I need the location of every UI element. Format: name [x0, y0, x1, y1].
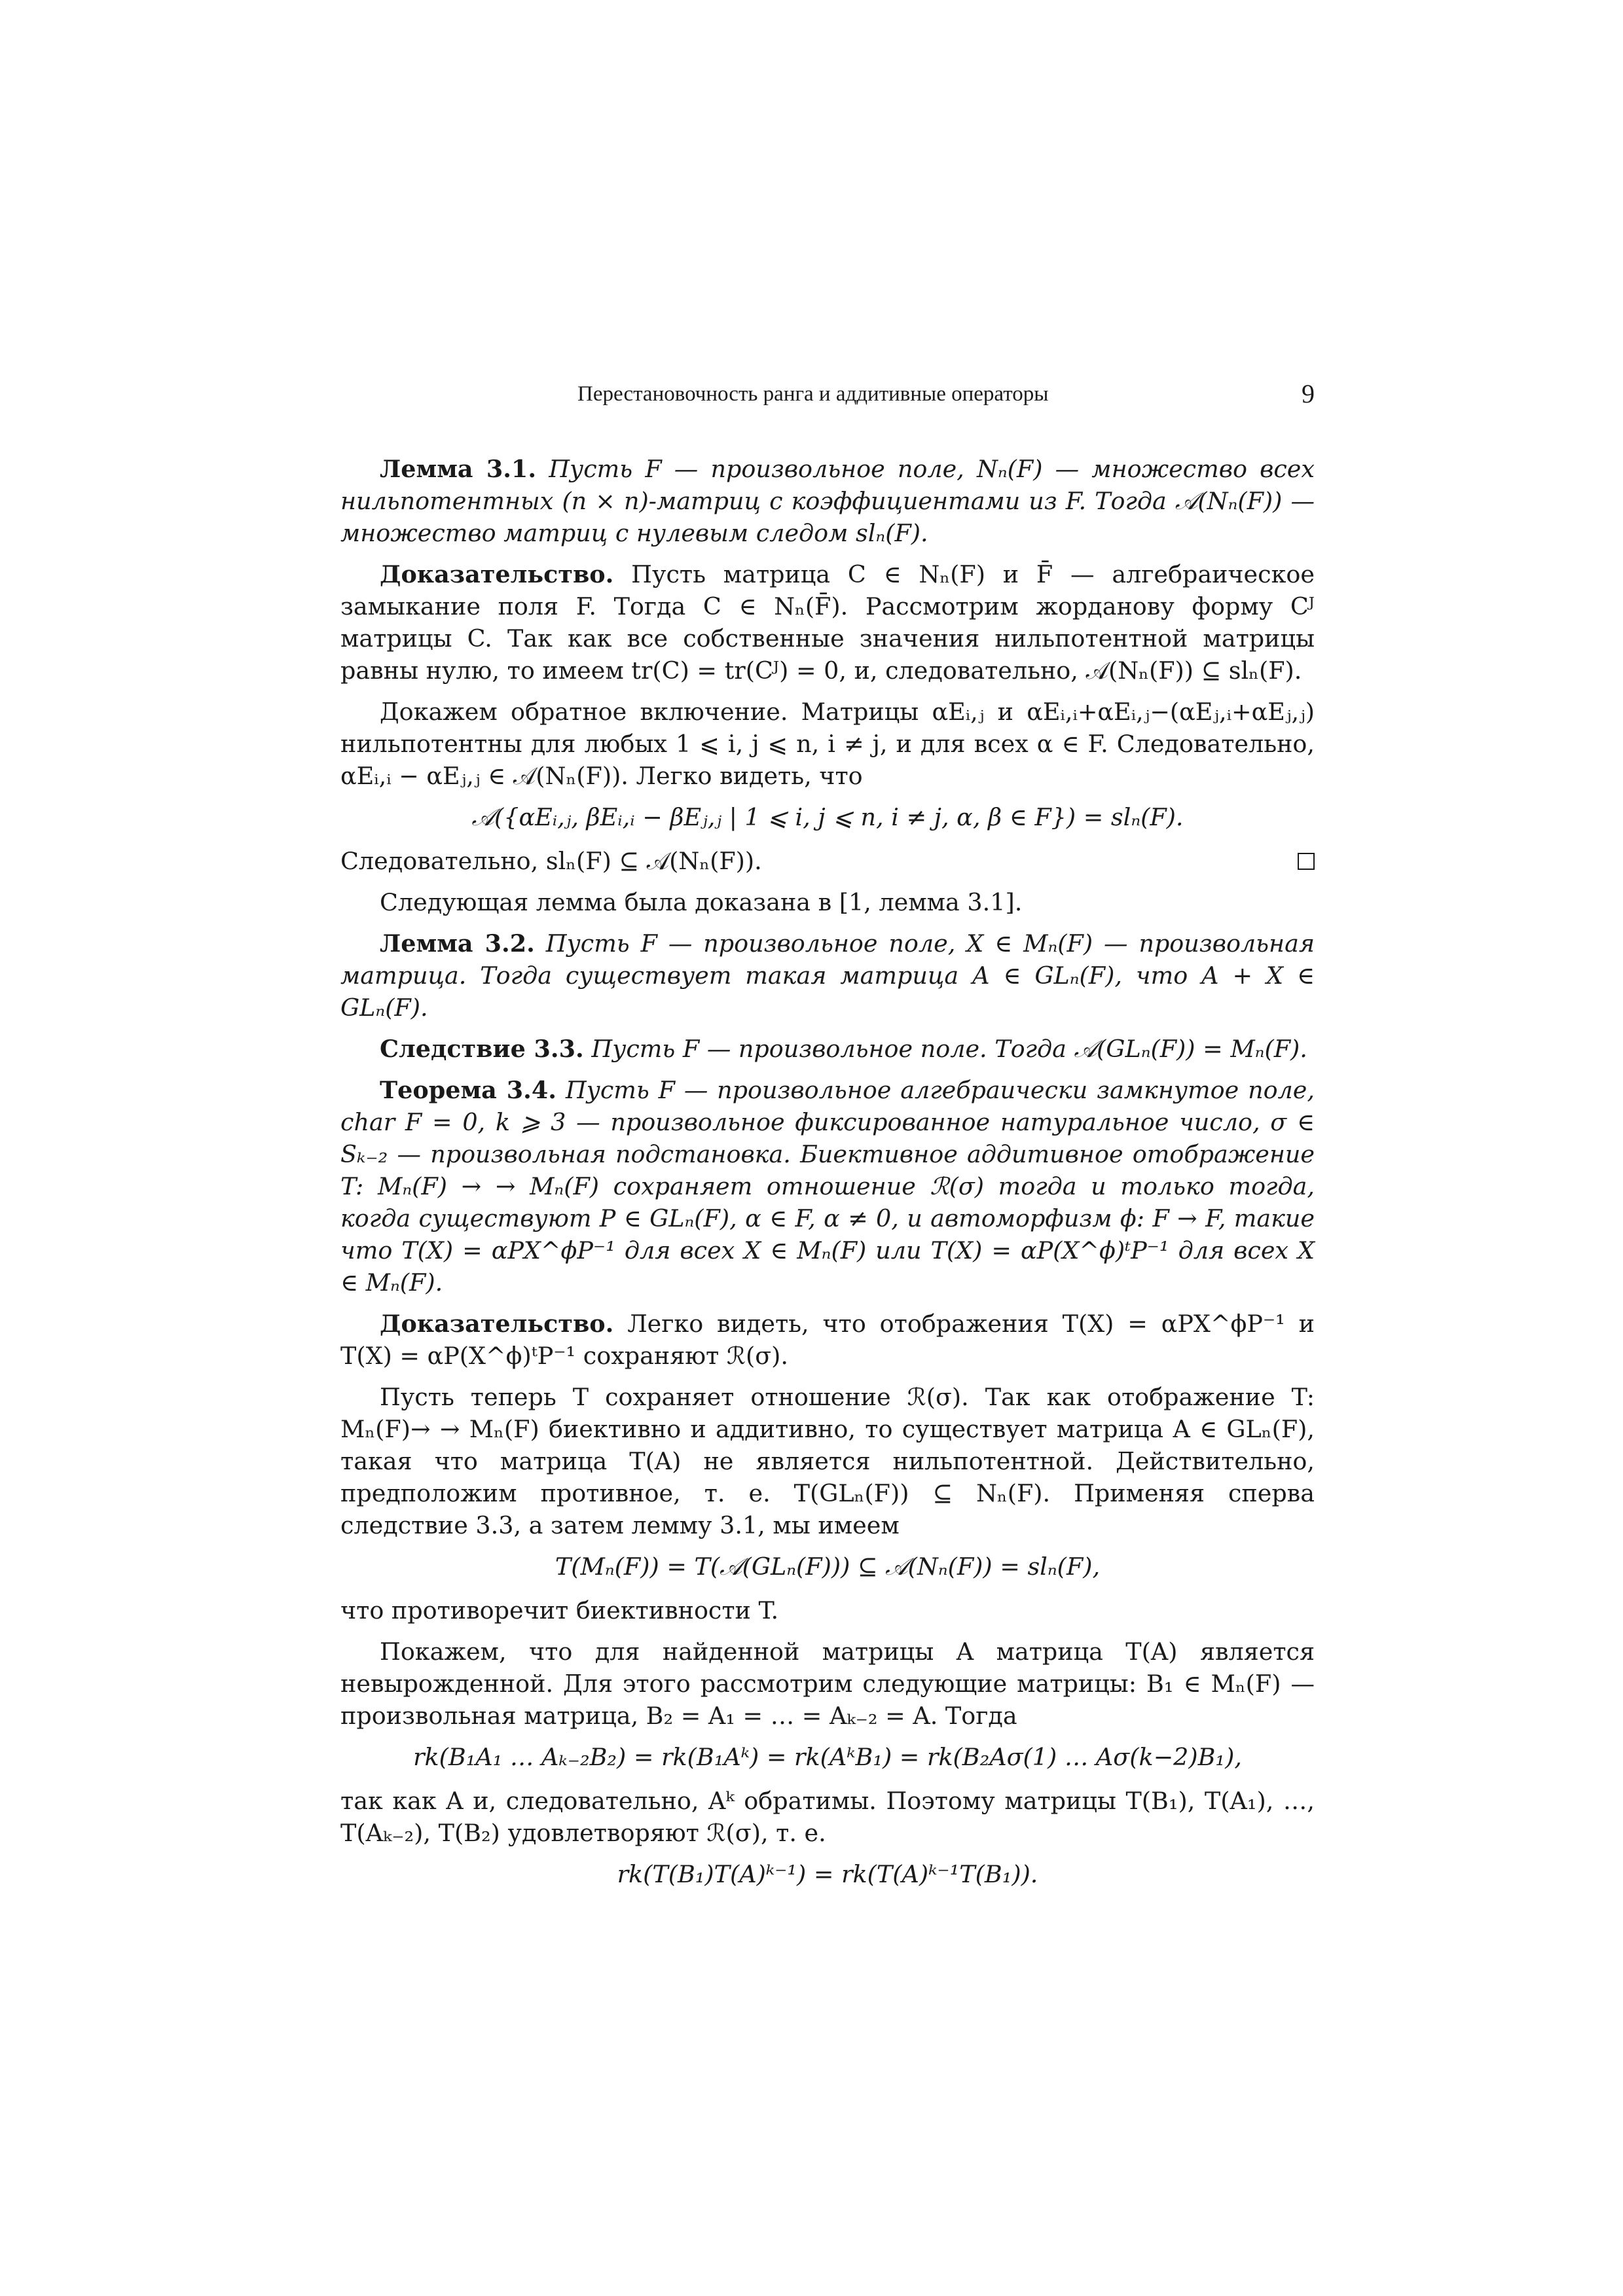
lemma-3-1 — [340, 453, 1315, 549]
note-paragraph — [340, 886, 1315, 918]
page-number: 9 — [1302, 379, 1315, 408]
corollary-3-3-text: Пусть F — произвольное поле. Тогда 𝒜(GLₙ(F)) = Mₙ(F). — [591, 1035, 1307, 1063]
lemma-3-2 — [340, 927, 1315, 1024]
equation-rank-commute: rk(T(B₁)T(A)ᵏ⁻¹) = rk(T(A)ᵏ⁻¹T(B₁)). — [617, 1860, 1038, 1888]
proof-2-text-1: Легко видеть, что отображения T(X) = αPX^ϕP⁻¹ и T(X) = αP(X^ϕ)ᵗP⁻¹ сохраняют ℛ(σ). — [340, 1310, 1315, 1370]
theorem-3-4 — [340, 1074, 1315, 1299]
equation-image-inclusion: T(Mₙ(F)) = T(𝒜(GLₙ(F))) ⊆ 𝒜(Nₙ(F)) = slₙ(F), — [555, 1552, 1101, 1581]
proof-2-text-3: что противоречит биективности T. — [340, 1596, 779, 1624]
lemma-3-1-label: Лемма 3.1. — [380, 455, 537, 483]
proof-1-text-1: Пусть матрица C ∈ Nₙ(F) и F̄ — алгебраическое замыкание поля F. Тогда C ∈ Nₙ(F̄). Рассмотрим жорданову форму Cᴶ матрицы C. Так как все собственные значения нильпотентной матрицы равны нулю, то имеем tr(C) = tr(Cᴶ) = 0, и, следовательно, 𝒜(Nₙ(F)) ⊆ slₙ(F). — [340, 560, 1315, 685]
theorem-3-4-text: Пусть F — произвольное алгебраически замкнутое поле, char F = 0, k ⩾ 3 — произвольное фиксированное натуральное число, σ ∈ Sₖ₋₂ — произвольная подстановка. Биективное аддитивное отображение T: Mₙ(F) → → Mₙ(F) сохраняет отношение ℛ(σ) тогда и только тогда, когда существуют P ∈ GLₙ(F), α ∈ F, α ≠ 0, и автоморфизм ϕ: F → F, такие что T(X) = αPX^ϕP⁻¹ для всех X ∈ Mₙ(F) или T(X) = αP(X^ϕ)ᵗP⁻¹ для всех X ∈ Mₙ(F). — [340, 1076, 1315, 1297]
lemma-3-2-label: Лемма 3.2. — [380, 929, 535, 958]
proof-2-paragraph-5 — [340, 1785, 1315, 1849]
proof-2-paragraph-4 — [340, 1636, 1315, 1732]
proof-2-text-4: Покажем, что для найденной матрицы A матрица T(A) является невырожденной. Для этого рассмотрим следующие матрицы: B₁ ∈ Mₙ(F) — произвольная матрица, B₂ = A₁ = … = Aₖ₋₂ = A. Тогда — [340, 1638, 1315, 1730]
proof-1-label: Доказательство. — [380, 560, 614, 588]
proof-2-paragraph-1 — [340, 1308, 1315, 1372]
proof-2-text-5: так как A и, следовательно, Aᵏ обратимы. Поэтому матрицы T(B₁), T(A₁), …, T(Aₖ₋₂), T(B₂) удовлетворяют ℛ(σ), т. е. — [340, 1787, 1315, 1847]
proof-1-conclusion-line — [340, 845, 1315, 877]
proof-1-text-2: Докажем обратное включение. Матрицы αEᵢ,ⱼ и αEᵢ,ᵢ+αEᵢ,ⱼ−(αEⱼ,ᵢ+αEⱼ,ⱼ) нильпотентны для любых 1 ⩽ i, j ⩽ n, i ≠ j, и для всех α ∈ F. Следовательно, αEᵢ,ᵢ − αEⱼ,ⱼ ∈ 𝒜(Nₙ(F)). Легко видеть, что — [340, 698, 1315, 790]
lemma-3-1-text: Пусть F — произвольное поле, Nₙ(F) — множество всех нильпотентных (n × n)-матриц с коэффициентами из F. Тогда 𝒜(Nₙ(F)) — множество матриц с нулевым следом slₙ(F). — [340, 455, 1315, 547]
page-header — [340, 379, 1315, 415]
running-title: Перестановочность ранга и аддитивные операторы — [577, 382, 1049, 406]
proof-2-label: Доказательство. — [380, 1310, 614, 1338]
page-body — [340, 453, 1315, 1902]
equation-span-sl: 𝒜({αEᵢ,ⱼ, βEᵢ,ᵢ − βEⱼ,ⱼ | 1 ⩽ i, j ⩽ n, i ≠ j, α, β ∈ F}) = slₙ(F). — [471, 803, 1184, 831]
proof-2-paragraph-3 — [340, 1594, 1315, 1626]
qed-square-icon — [1298, 853, 1315, 870]
proof-1-paragraph-2 — [340, 696, 1315, 792]
proof-1-paragraph-1 — [340, 558, 1315, 687]
proof-2-text-2: Пусть теперь T сохраняет отношение ℛ(σ). Так как отображение T: Mₙ(F)→ → Mₙ(F) биективно и аддитивно, то существует матрица A ∈ GLₙ(F), такая что матрица T(A) не является нильпотентной. Действительно, предположим противное, т. е. T(GLₙ(F)) ⊆ Nₙ(F). Применяя сперва следствие 3.3, а затем лемму 3.1, мы имеем — [340, 1383, 1315, 1539]
equation-rank-identity: rk(B₁A₁ … Aₖ₋₂B₂) = rk(B₁Aᵏ) = rk(AᵏB₁) = rk(B₂Aσ(1) … Aσ(k−2)B₁), — [413, 1743, 1242, 1771]
corollary-3-3 — [340, 1033, 1315, 1065]
lemma-3-2-text: Пусть F — произвольное поле, X ∈ Mₙ(F) — произвольная матрица. Тогда существует такая матрица A ∈ GLₙ(F), что A + X ∈ GLₙ(F). — [340, 929, 1315, 1022]
proof-2-paragraph-2 — [340, 1381, 1315, 1541]
theorem-3-4-label: Теорема 3.4. — [380, 1076, 556, 1104]
note-text: Следующая лемма была доказана в [1, лемма 3.1]. — [380, 888, 1023, 916]
proof-1-conclusion: Следовательно, slₙ(F) ⊆ 𝒜(Nₙ(F)). — [340, 847, 762, 875]
corollary-3-3-label: Следствие 3.3. — [380, 1035, 584, 1063]
